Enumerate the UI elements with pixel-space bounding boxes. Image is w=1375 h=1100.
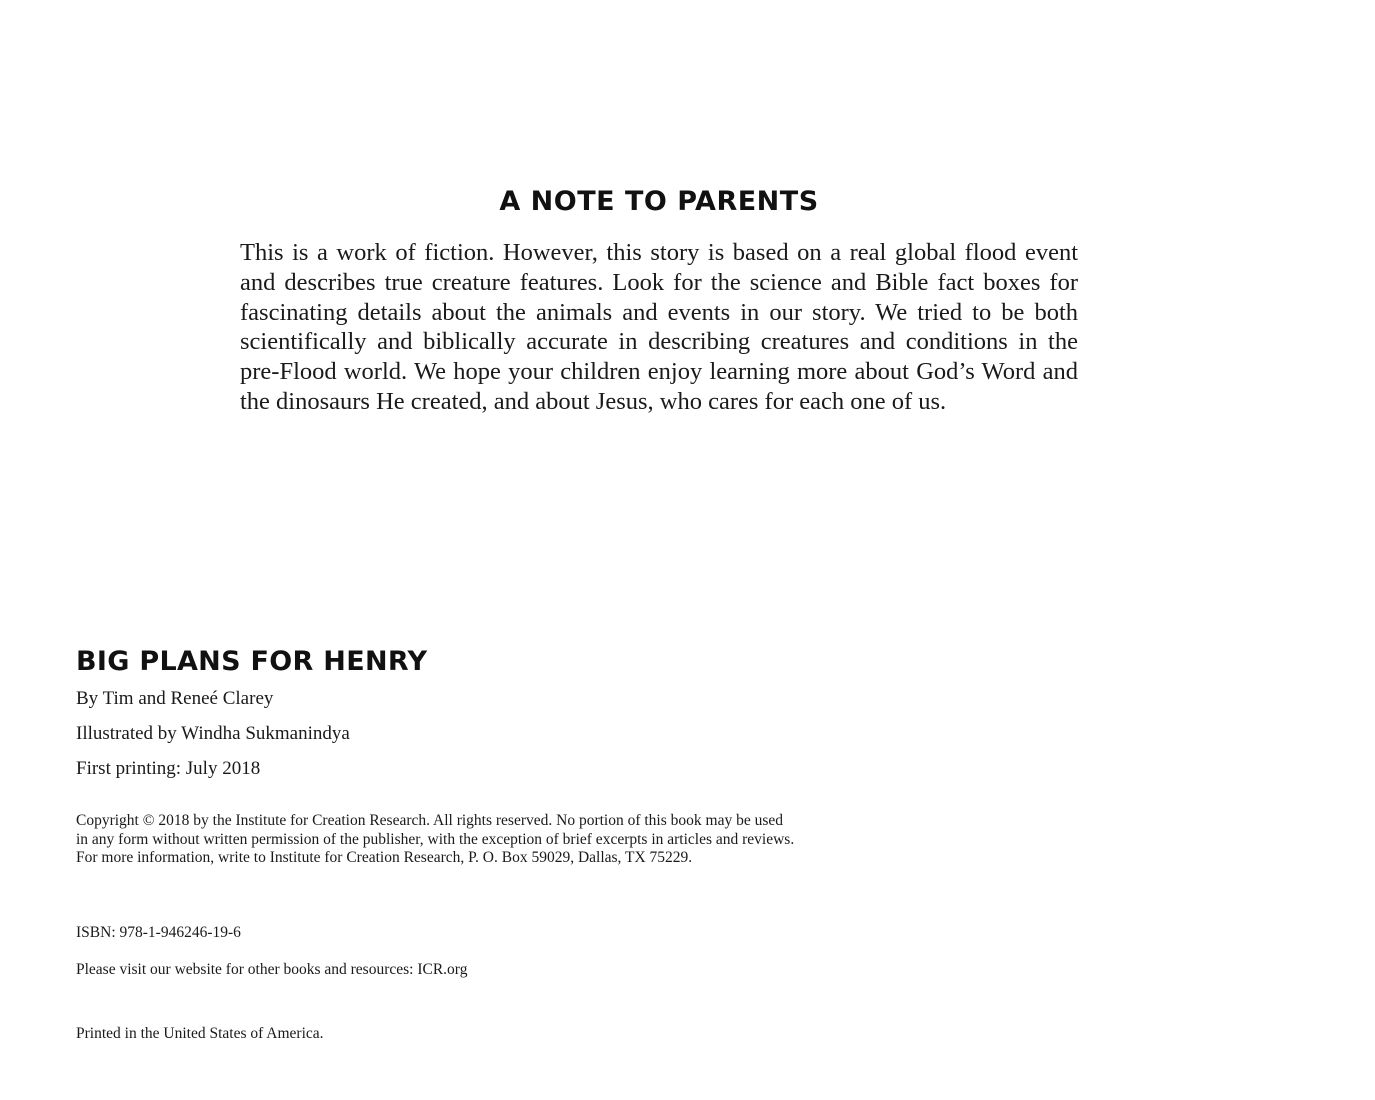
printed-in-note: Printed in the United States of America. — [76, 1025, 324, 1042]
illustrator-credit: Illustrated by Windha Sukmanindya — [76, 723, 350, 744]
isbn: ISBN: 978-1-946246-19-6 — [76, 924, 241, 941]
website-note: Please visit our website for other books and resources: ICR.org — [76, 961, 468, 978]
book-title: BIG PLANS FOR HENRY — [76, 646, 428, 677]
note-to-parents-body: This is a work of fiction. However, this story is based on a real global flood event and describes true creature features. Look for the science and Bible fact boxes for fascinating details about the animals and events in our story. We tried to be both scientifically and biblically accurate in describing creatures and conditions in the pre-Flood world. We hope your children enjoy learning more about God’s Word and the dinosaurs He created, and about Jesus, who cares for each one of us. — [240, 239, 1078, 415]
copyright-line: Copyright © 2018 by the Institute for Creation Research. All rights reserved. No portion of this book may be used — [76, 812, 783, 829]
note-to-parents-heading: A NOTE TO PARENTS — [499, 186, 819, 217]
copyright-line: in any form without written permission of the publisher, with the exception of brief excerpts in articles and reviews. — [76, 830, 795, 848]
authors-credit: By Tim and Reneé Clarey — [76, 688, 274, 709]
copyright-line: For more information, write to Institute for Creation Research, P. O. Box 59029, Dallas, TX 75229. — [76, 849, 693, 866]
copyright-notice — [76, 812, 821, 868]
first-printing: First printing: July 2018 — [76, 758, 261, 779]
